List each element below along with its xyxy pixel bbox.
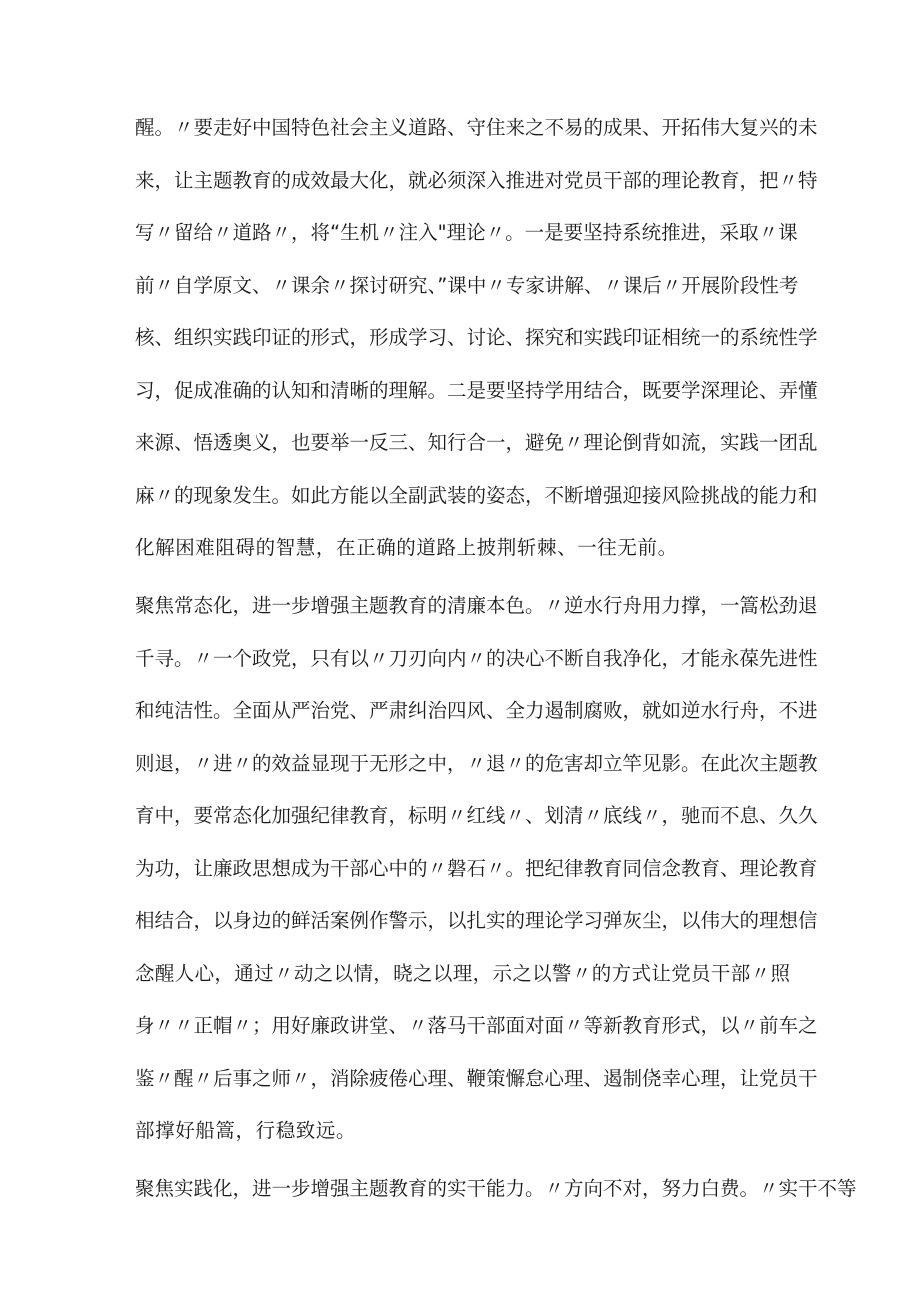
text-line: 为功，让廉政思想成为干部心中的〃磐石〃。把纪律教育同信念教育、理论教育: [135, 857, 818, 880]
text-line: 和纯洁性。全面从严治党、严肃纠治四风、全力遏制腐败，就如逆水行舟，不进: [135, 699, 818, 722]
text-line: 来源、悟透奥义，也要举一反三、知行合一，避免〃理论倒背如流，实践一团乱: [135, 431, 818, 454]
text-line: 部撑好船篙，行稳致远。: [135, 1119, 357, 1142]
text-line: 念醒人心，通过〃动之以情，晓之以理，示之以警〃的方式让党员干部〃照: [135, 962, 790, 985]
text-line: 化解困难阻碍的智慧，在正确的道路上披荆斩棘、一往无前。: [135, 536, 678, 559]
text-line: 核、组织实践印证的形式，形成学习、讨论、探究和实践印证相统一的系统性学: [135, 326, 818, 349]
text-line: 则退，〃进〃的效益显现于无形之中，〃退〃的危害却立竿见影。在此次主题教: [135, 752, 818, 775]
text-line: 千寻。〃一个政党，只有以〃刀刃向内〃的决心不断自我净化，才能永葆先进性: [135, 647, 818, 670]
text-line: 相结合，以身边的鲜活案例作警示，以扎实的理论学习弹灰尘，以伟大的理想信: [135, 909, 818, 932]
text-line: 前〃自学原文、〃课余〃探讨研究、”课中〃专家讲解、〃课后〃开展阶段性考: [135, 274, 799, 297]
text-line: 来，让主题教育的成效最大化，就必须深入推进对党员干部的理论教育，把〃特: [135, 169, 818, 192]
text-line: 写〃留给〃道路〃，将“生机〃注入"理论〃。一是要坚持系统推进，采取〃课: [135, 221, 798, 244]
text-line: 鉴〃醒〃后事之师〃，消除疲倦心理、鞭策懈怠心理、遏制侥幸心理，让党员干: [135, 1067, 818, 1090]
text-line: 醒。〃要走好中国特色社会主义道路、守住来之不易的成果、开拓伟大复兴的未: [135, 116, 818, 139]
text-line: 习，促成准确的认知和清晰的理解。二是要坚持学用结合，既要学深理论、弄懂: [135, 379, 818, 402]
text-line: 身〃〃正帽〃；用好廉政讲堂、〃落马干部面对面〃等新教育形式，以〃前车之: [135, 1014, 818, 1037]
text-line: 育中，要常态化加强纪律教育，标明〃红线〃、划清〃底线〃，驰而不息、久久: [135, 804, 818, 827]
text-line: 聚焦实践化，进一步增强主题教育的实干能力。〃方向不对，努力白费。〃实干不等: [135, 1177, 857, 1200]
text-line: 聚焦常态化，进一步增强主题教育的清廉本色。〃逆水行舟用力撑，一篙松劲退: [135, 594, 818, 617]
text-line: 麻〃的现象发生。如此方能以全副武装的姿态，不断增强迎接风险挑战的能力和: [135, 484, 818, 507]
